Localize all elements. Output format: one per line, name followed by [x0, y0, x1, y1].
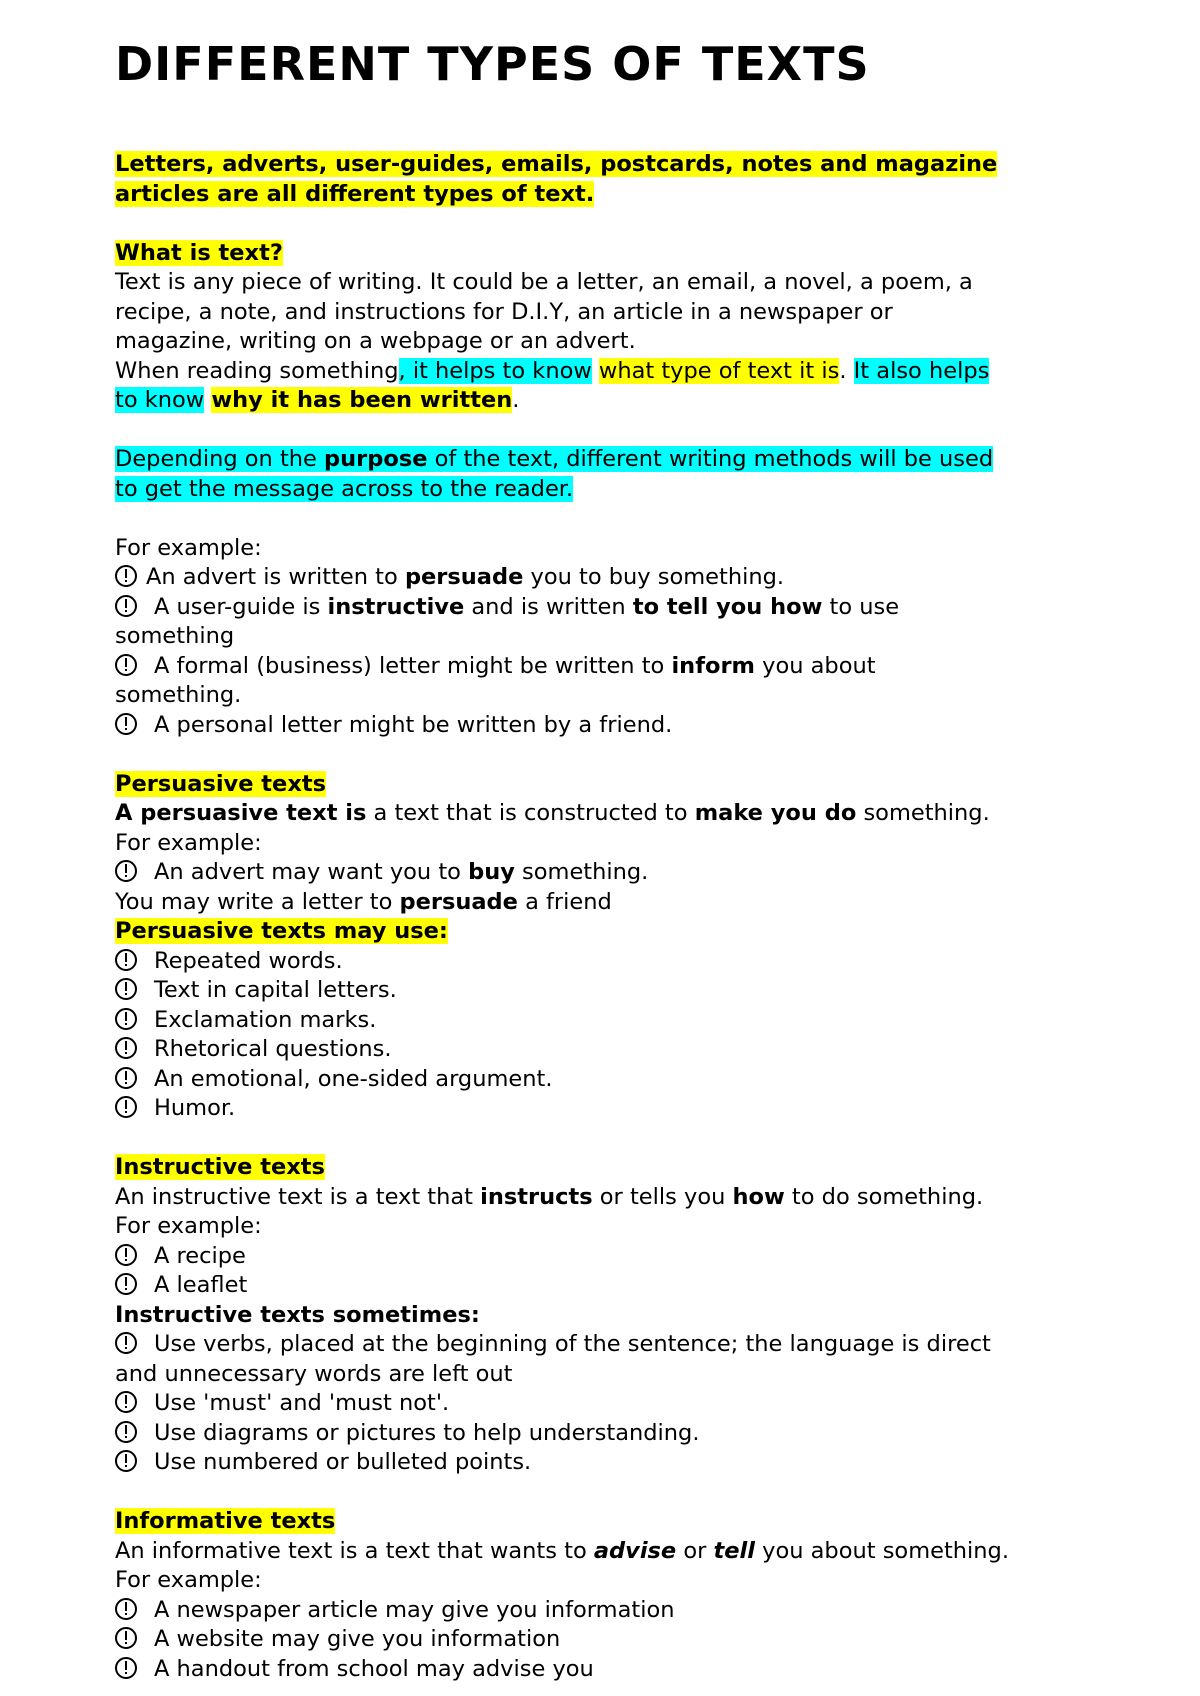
list-item: Text in capital letters.: [115, 976, 1115, 1006]
instructive-example: A leaflet: [115, 1271, 1115, 1301]
alert-clock-icon: [115, 1332, 137, 1354]
alert-clock-icon: [115, 565, 137, 587]
list-item: Use diagrams or pictures to help understanding.: [115, 1419, 1115, 1449]
list-item: An emotional, one-sided argument.: [115, 1065, 1115, 1095]
what-is-text-line-3: magazine, writing on a webpage or an advert.: [115, 328, 636, 354]
informative-definition: An informative text is a text that wants to advise or tell you about something.: [115, 1537, 1009, 1564]
list-item: Repeated words.: [115, 947, 1115, 977]
what-is-text-line-1: Text is any piece of writing. It could be a letter, an email, a novel, a poem, a: [115, 269, 973, 295]
instructive-definition: An instructive text is a text that instructs or tells you how to do something.: [115, 1183, 984, 1210]
purpose-line-1: Depending on the purpose of the text, different writing methods will be used: [115, 446, 994, 472]
informative-example: A handout from school may advise you: [115, 1655, 1115, 1685]
list-item: Use verbs, placed at the beginning of the sentence; the language is direct: [115, 1330, 1115, 1360]
example-item-continued: something.: [115, 682, 242, 708]
persuasive-definition: A persuasive text is a text that is constructed to make you do something.: [115, 800, 990, 826]
what-is-text-line-4: When reading something, it helps to know what type of text it is. It also helps: [115, 357, 990, 384]
informative-heading: Informative texts: [115, 1508, 336, 1534]
alert-clock-icon: [115, 1627, 137, 1649]
example-item-continued: something: [115, 623, 235, 649]
example-item: A user-guide is instructive and is written to tell you how to use: [115, 593, 1115, 623]
what-is-text-line-2: recipe, a note, and instructions for D.I.Y, an article in a newspaper or: [115, 298, 893, 325]
alert-clock-icon: [115, 1598, 137, 1620]
alert-clock-icon: [115, 978, 137, 1000]
example-item: A personal letter might be written by a friend.: [115, 711, 1115, 741]
persuasive-heading: Persuasive texts: [115, 770, 326, 797]
instructive-heading: Instructive texts: [115, 1154, 325, 1180]
list-item: Use 'must' and 'must not'.: [115, 1389, 1115, 1419]
example-item: A formal (business) letter might be written to inform you about: [115, 652, 1115, 682]
alert-clock-icon: [115, 1657, 137, 1679]
persuasive-may-use-heading: Persuasive texts may use:: [115, 918, 448, 944]
list-item: Use numbered or bulleted points.: [115, 1448, 1115, 1478]
intro-line-2: articles are all different types of text.: [115, 180, 595, 207]
alert-clock-icon: [115, 1096, 137, 1118]
list-item: Humor.: [115, 1094, 1115, 1124]
list-item-continued: and unnecessary words are left out: [115, 1360, 513, 1387]
persuasive-for-example: For example:: [115, 829, 262, 856]
alert-clock-icon: [115, 1450, 137, 1472]
alert-clock-icon: [115, 1244, 137, 1266]
document-body: [115, 36, 1115, 1684]
alert-clock-icon: [115, 1421, 137, 1443]
purpose-line-2: to get the message across to the reader.: [115, 475, 574, 502]
what-is-text-heading: What is text?: [115, 239, 283, 266]
list-item: Exclamation marks.: [115, 1006, 1115, 1036]
alert-clock-icon: [115, 595, 137, 617]
examples-label: For example:: [115, 534, 262, 561]
informative-example: A website may give you information: [115, 1625, 1115, 1655]
alert-clock-icon: [115, 1067, 137, 1089]
example-item: An advert is written to persuade you to buy something.: [115, 563, 1115, 593]
list-item: Rhetorical questions.: [115, 1035, 1115, 1065]
alert-clock-icon: [115, 654, 137, 676]
persuasive-example: You may write a letter to persuade a friend: [115, 888, 612, 915]
alert-clock-icon: [115, 860, 137, 882]
informative-example: A newspaper article may give you information: [115, 1596, 1115, 1626]
alert-clock-icon: [115, 1008, 137, 1030]
page-title: DIFFERENT TYPES OF TEXTS: [115, 37, 870, 91]
alert-clock-icon: [115, 949, 137, 971]
what-is-text-line-5: to know why it has been written.: [115, 387, 520, 413]
instructive-for-example: For example:: [115, 1213, 262, 1239]
alert-clock-icon: [115, 1273, 137, 1295]
informative-for-example: For example:: [115, 1567, 262, 1593]
persuasive-example: An advert may want you to buy something.: [115, 858, 1115, 888]
alert-clock-icon: [115, 1037, 137, 1059]
alert-clock-icon: [115, 713, 137, 735]
instructive-sometimes-heading: Instructive texts sometimes:: [115, 1301, 480, 1328]
instructive-example: A recipe: [115, 1242, 1115, 1272]
alert-clock-icon: [115, 1391, 137, 1413]
intro-line-1: Letters, adverts, user-guides, emails, postcards, notes and magazine: [115, 151, 998, 177]
